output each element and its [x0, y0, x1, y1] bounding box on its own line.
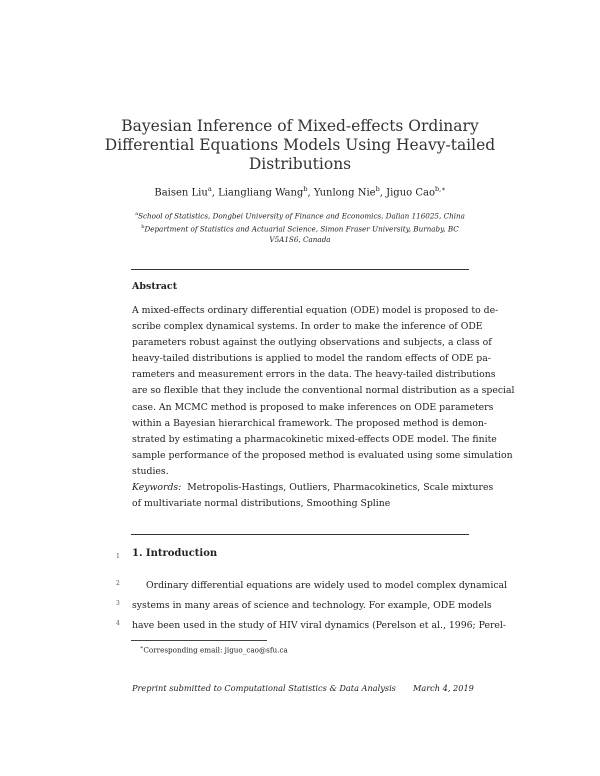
author-sup: b	[375, 185, 380, 193]
footnote-text: Corresponding email: jiguo_cao@sfu.ca	[143, 645, 288, 655]
intro-line: have been used in the study of HIV viral dynamics (Perelson et al., 1996; Perel-	[132, 620, 507, 631]
affiliation-a	[130, 209, 470, 222]
abstract-heading: Abstract	[132, 281, 178, 292]
affiliation-b-cont: V5A1S6, Canada	[269, 234, 331, 244]
paper-title	[0, 117, 600, 174]
author-name: Jiguo Cao	[386, 187, 435, 199]
title-line: Distributions	[248, 155, 352, 173]
author-name: Yunlong Nie	[313, 187, 376, 199]
line-number: 2	[116, 580, 120, 587]
keywords-text: Metropolis-Hastings, Outliers, Pharmacokinetics, Scale mixtures	[187, 482, 494, 494]
author-sup: b,∗	[434, 185, 446, 193]
keywords-label: Keywords:	[132, 482, 182, 494]
intro-line: Ordinary differential equations are widely used to model complex dynamical	[146, 580, 508, 591]
section-heading: 1. Introduction	[132, 548, 218, 559]
abstract-line: within a Bayesian hierarchical framework. The proposed method is demon-	[132, 417, 488, 429]
line-number: 1	[116, 553, 120, 560]
affiliation-text: Department of Statistics and Actuarial Science, Simon Fraser University, Burnaby, BC	[144, 224, 459, 234]
abstract-line: studies.	[132, 465, 169, 477]
title-line: Differential Equations Models Using Heavy-tailed	[104, 136, 496, 154]
intro-line: systems in many areas of science and technology. For example, ODE models	[132, 600, 492, 611]
abstract-line: case. An MCMC method is proposed to make inferences on ODE parameters	[132, 401, 494, 413]
preprint-note: Preprint submitted to Computational Statistics & Data Analysis	[132, 683, 396, 693]
abstract-line: sample performance of the proposed method is evaluated using some simulation	[132, 449, 513, 461]
abstract-line: rameters and measurement errors in the data. The heavy-tailed distributions	[132, 369, 496, 381]
intro-paragraph	[132, 576, 508, 636]
preprint-date: March 4, 2019	[413, 683, 474, 693]
abstract-body	[132, 303, 515, 512]
affiliation-sup: b	[141, 223, 145, 230]
author-list: Baisen Liu$^a$, Liangliang Wang$^b$, Yunlong Nie$^b$, Jiguo Cao$^{b,∗}$	[154, 185, 446, 199]
abstract-line: strated by estimating a pharmacokinetic mixed-effects ODE model. The finite	[132, 433, 497, 445]
abstract-top-rule	[131, 269, 469, 270]
line-number: 3	[116, 600, 120, 607]
abstract-line: parameters robust against the outlying observations and subjects, a class of	[132, 337, 492, 349]
abstract-line: scribe complex dynamical systems. In order to make the inference of ODE	[132, 321, 483, 333]
affiliation-text: School of Statistics, Dongbei University of Finance and Economics, Dalian 116025, China	[138, 211, 465, 221]
author-sup: a	[207, 185, 212, 193]
affiliation-sup: a	[135, 211, 139, 217]
author-name: Liangliang Wang	[218, 187, 304, 199]
abstract-bottom-rule	[131, 534, 469, 535]
affiliation-b	[130, 222, 470, 235]
abstract-line: are so flexible that they include the conventional normal distribution as a special	[132, 385, 515, 397]
footnote-mark: ∗	[140, 645, 144, 651]
author-sup: b	[303, 185, 308, 193]
title-line: Bayesian Inference of Mixed-effects Ordinary	[121, 117, 479, 135]
keywords-line	[132, 480, 494, 496]
abstract-line: A mixed-effects ordinary differential equation (ODE) model is proposed to de-	[132, 305, 499, 316]
abstract-line: heavy-tailed distributions is applied to model the random effects of ODE pa-	[132, 353, 491, 365]
footnote	[140, 645, 288, 654]
author-name: Baisen Liu	[154, 187, 208, 199]
line-number: 4	[116, 620, 120, 627]
keywords-line: of multivariate normal distributions, Smoothing Spline	[132, 498, 391, 510]
affiliations	[130, 209, 470, 246]
footnote-rule	[131, 640, 267, 641]
